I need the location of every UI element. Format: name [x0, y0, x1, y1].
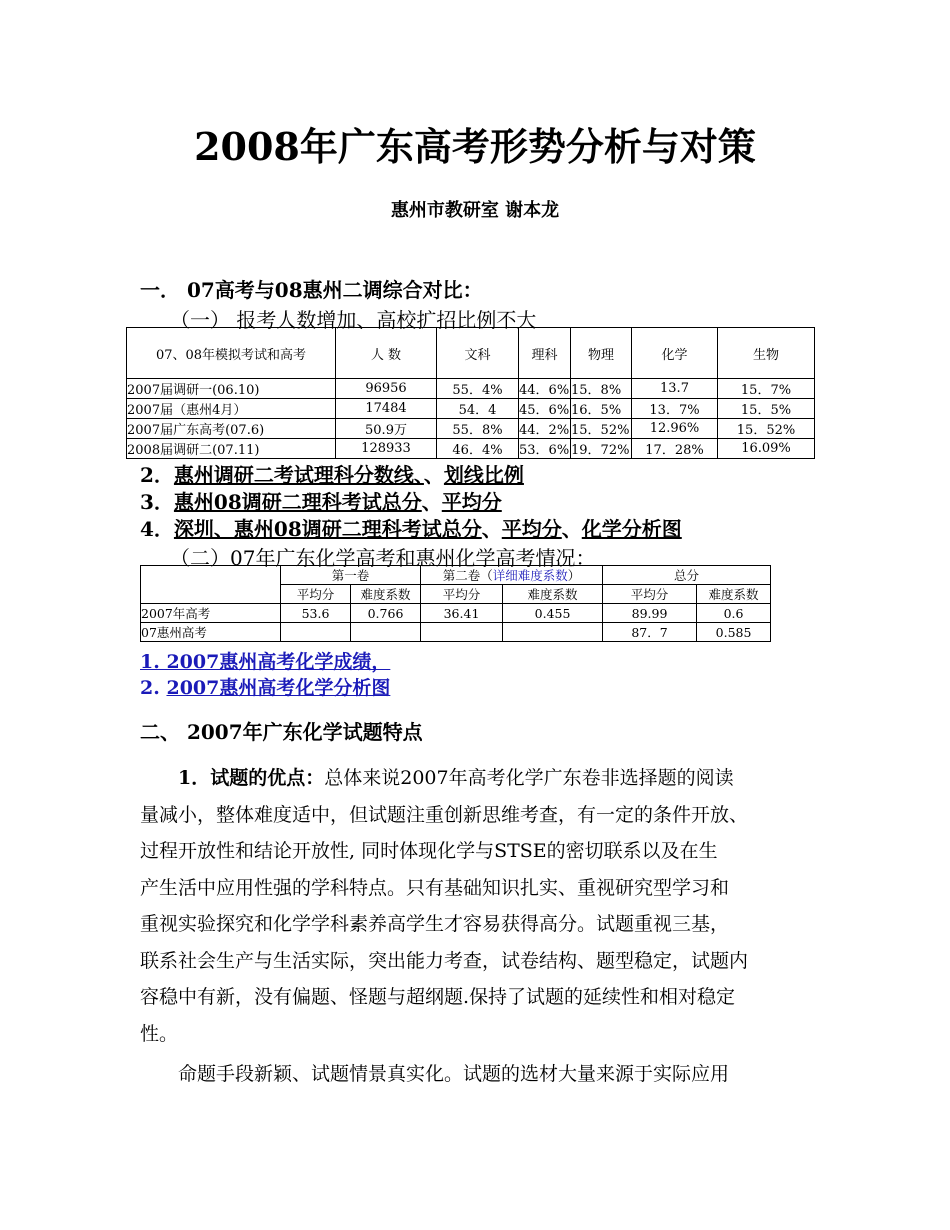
table-cell: 15．8% [571, 379, 632, 399]
paragraph-text: 总体来说2007年高考化学广东卷非选择题的阅读 [324, 767, 734, 789]
item-4-separator: 、 [561, 517, 582, 541]
paragraph-1 [140, 760, 812, 1052]
table-header-cell: 平均分 [603, 585, 697, 604]
section-2-heading: 二、 2007年广东化学试题特点 [140, 720, 423, 744]
table-cell: 15．5% [718, 399, 815, 419]
table-row [127, 379, 815, 399]
table-cell: 17．28% [632, 439, 718, 459]
table-cell: 0.6 [697, 604, 771, 623]
item-2-number: 2． [140, 463, 174, 487]
table-cell: 2007届广东高考(07.6) [127, 419, 336, 439]
paragraph-line: 产生活中应用性强的学科特点。只有基础知识扎实、重视研究型学习和 [140, 876, 730, 899]
table-cell: 55．4% [437, 379, 519, 399]
table-cell: 44．6% [519, 379, 571, 399]
table-header-cell: 难度系数 [697, 585, 771, 604]
table-header-cell: 难度系数 [503, 585, 603, 604]
table-cell: 36.41 [421, 604, 503, 623]
table-cell: 16．5% [571, 399, 632, 419]
table-header-cell: 物理 [571, 328, 632, 379]
huizhou-chemistry-analysis-link[interactable]: 2007惠州高考化学分析图 [166, 677, 391, 699]
paragraph-lead: 1．试题的优点： [178, 767, 325, 789]
table-cell: 2007届（惠州4月） [127, 399, 336, 419]
link-2-row [140, 673, 390, 700]
item-3 [140, 486, 502, 515]
table-header-cell: 难度系数 [351, 585, 421, 604]
paragraph-2 [140, 1056, 812, 1093]
paper-1-header: 第一卷 [281, 566, 421, 585]
table-row [127, 439, 815, 459]
table-cell: 15．7% [718, 379, 815, 399]
score-line-link[interactable]: 惠州调研二考试理科分数线、 [173, 463, 424, 487]
table-cell: 19．72% [571, 439, 632, 459]
table-header-cell: 07、08年模拟考试和高考 [127, 328, 336, 379]
table-cell [351, 623, 421, 642]
table-cell [503, 623, 603, 642]
table-cell: 2007年高考 [141, 604, 281, 623]
item-4 [140, 513, 682, 542]
paragraph-line: 重视实验探究和化学学科素养高学生才容易获得高分。试题重视三基， [140, 913, 730, 935]
table-header-cell: 生物 [718, 328, 815, 379]
table-header-cell: 人 数 [336, 328, 437, 379]
table-header-cell: 平均分 [281, 585, 351, 604]
table-corner-cell [141, 566, 281, 604]
table-row [141, 604, 771, 623]
table-cell: 13.7 [632, 379, 718, 399]
table-cell: 53.6 [281, 604, 351, 623]
item-3-number: 3． [140, 490, 174, 514]
subsection-2-heading: （二）07年广东化学高考和惠州化学高考情况： [170, 546, 596, 570]
paragraph-line: 量减小，整体难度适中，但试题注重创新思维考查，有一定的条件开放、 [140, 803, 749, 826]
table-header-cell: 化学 [632, 328, 718, 379]
paper-2-header [421, 566, 603, 585]
paragraph-line: 容稳中有新，没有偏题、怪题与超纲题.保持了试题的延续性和相对稳定 [140, 986, 736, 1008]
page-title: 2008年广东高考形势分析与对策 [194, 124, 756, 169]
paper-2-label-close: ） [567, 568, 581, 583]
table-group-header-row [141, 566, 771, 585]
table-cell: 13．7% [632, 399, 718, 419]
table-header-cell: 文科 [437, 328, 519, 379]
table-header-cell: 理科 [519, 328, 571, 379]
difficulty-detail-link[interactable]: 详细难度系数 [492, 568, 568, 583]
table-cell: 54．4 [437, 399, 519, 419]
paper-2-label: 第二卷（ [442, 568, 493, 583]
item-2 [140, 459, 524, 488]
paragraph-line: 联系社会生产与生活实际，突出能力考查，试卷结构、题型稳定，试题内 [140, 949, 749, 972]
link-2-number: 2. [140, 677, 160, 699]
author-line: 惠州市教研室 谢本龙 [390, 200, 560, 221]
huizhou-chemistry-scores-link[interactable]: 1. 2007惠州高考化学成绩， [140, 651, 391, 673]
table-cell: 0.455 [503, 604, 603, 623]
item-3-separator: 、 [421, 490, 442, 514]
table-cell: 45．6% [519, 399, 571, 419]
item-4-separator: 、 [481, 517, 502, 541]
table-cell: 17484 [336, 399, 437, 419]
table-row [127, 399, 815, 419]
table-cell: 46．4% [437, 439, 519, 459]
line-ratio-link[interactable]: 划线比例 [443, 463, 524, 487]
item-4-number: 4． [140, 517, 174, 541]
table-cell: 128933 [336, 439, 437, 459]
enrollment-table [126, 327, 815, 459]
table-cell: 87．7 [603, 623, 697, 642]
paragraph-line: 过程开放性和结论开放性, 同时体现化学与STSE的密切联系以及在生 [140, 840, 718, 862]
shenzhen-huizhou-total-link[interactable]: 深圳、惠州08调研二理科考试总分 [173, 517, 482, 541]
table-cell: 07惠州高考 [141, 623, 281, 642]
table-header-cell: 平均分 [421, 585, 503, 604]
table-cell: 15．52% [571, 419, 632, 439]
table-cell: 2008届调研二(07.11) [127, 439, 336, 459]
section-1-heading: 一． 07高考与08惠州二调综合对比： [140, 278, 483, 302]
table-cell: 55．8% [437, 419, 519, 439]
table-cell: 50.9万 [336, 419, 437, 439]
table-row [127, 419, 815, 439]
chemistry-chart-link[interactable]: 化学分析图 [581, 517, 682, 541]
table-header-row [127, 328, 815, 379]
table-cell [281, 623, 351, 642]
table-cell: 89.99 [603, 604, 697, 623]
total-score-link[interactable]: 惠州08调研二理科考试总分 [173, 490, 422, 514]
chemistry-exam-table [140, 565, 771, 642]
table-cell: 2007届调研一(06.10) [127, 379, 336, 399]
paragraph-text: 命题手段新颖、试题情景真实化。试题的选材大量来源于实际应用 [178, 1063, 730, 1085]
shenzhen-average-link[interactable]: 平均分 [501, 517, 562, 541]
table-cell: 12.96% [632, 419, 718, 439]
table-cell: 44．2% [519, 419, 571, 439]
table-cell: 96956 [336, 379, 437, 399]
table-cell: 0.766 [351, 604, 421, 623]
paragraph-line: 性。 [140, 1022, 179, 1045]
table-cell: 15．52% [718, 419, 815, 439]
total-header: 总分 [603, 566, 771, 585]
subsection-1-heading: （一） 报考人数增加、高校扩招比例不大 [170, 308, 537, 332]
table-cell: 16.09% [718, 439, 815, 459]
table-cell [421, 623, 503, 642]
paragraph-line [140, 760, 812, 797]
item-2-separator: 、 [423, 463, 444, 487]
table-row [141, 623, 771, 642]
table-cell: 0.585 [697, 623, 771, 642]
table-cell: 53．6% [519, 439, 571, 459]
average-score-link[interactable]: 平均分 [441, 490, 502, 514]
